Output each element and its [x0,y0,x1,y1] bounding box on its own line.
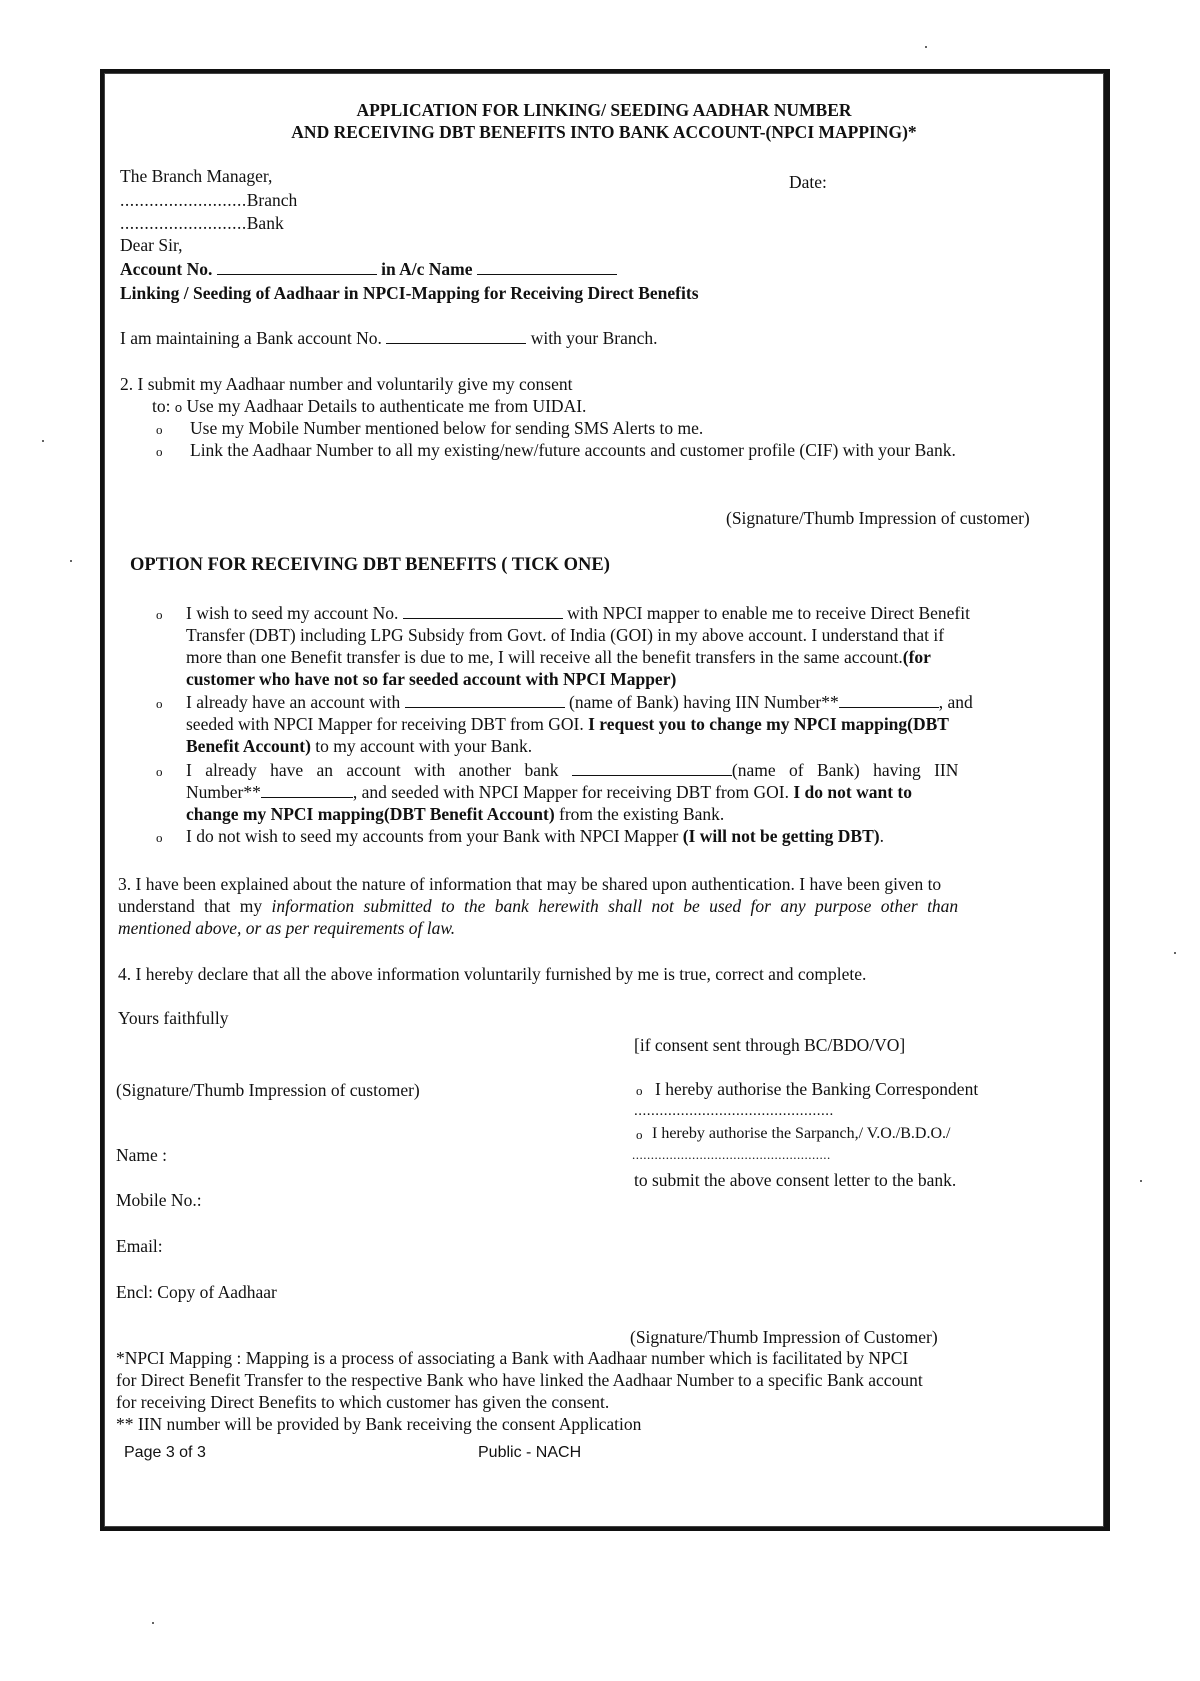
footnote-1-line2: for Direct Benefit Transfer to the respective Bank who have linked the Aadhaar Number to a specific Bank account [116,1370,923,1390]
bank-label: Bank [246,213,284,233]
para2-item-1-text: Use my Aadhaar Details to authenticate me from UIDAI. [186,396,587,416]
other-iin-number-field[interactable] [261,783,353,798]
page-number: Page 3 of 3 [124,1444,206,1461]
option-4-line [186,826,884,847]
option-3-text-a: I already have an account with another bank [186,760,559,780]
para2-to-label: to: [152,396,171,416]
option-2-text-c: , and [938,692,973,712]
bank-line [120,213,284,234]
signature-customer-2: (Signature/Thumb Impression of customer) [116,1080,420,1100]
authorise-bc-checkbox-icon[interactable]: o [636,1083,643,1098]
para1-before: I am maintaining a Bank account No. [120,328,382,348]
option-4-bold: (I will not be getting DBT) [682,826,880,846]
option-2-line3 [186,736,532,757]
option-3-line3-text: from the existing Bank. [559,804,725,824]
subject-line: Linking / Seeding of Aadhaar in NPCI-Mapping for Receiving Direct Benefits [120,283,699,303]
option-1-line3-text: more than one Benefit transfer is due to me, I will receive all the benefit transfers in the same account. [186,647,903,667]
signature-customer-3: (Signature/Thumb Impression of Customer) [630,1327,938,1347]
option-2-text-a: I already have an account with [186,692,401,712]
signature-customer-1: (Signature/Thumb Impression of customer) [726,508,1030,528]
para3-line2-italic: information submitted to the bank herewith shall not be used for any purpose other than [271,896,959,916]
form-title-line1: APPLICATION FOR LINKING/ SEEDING AADHAR NUMBER [356,100,852,120]
bank-name-field[interactable] [405,693,565,708]
para2-item-1 [152,396,586,418]
option-2-line1 [186,692,973,713]
authorise-end-text: to submit the above consent letter to the bank. [634,1170,957,1190]
authorise-bc-text: I hereby authorise the Banking Correspondent [655,1079,979,1099]
other-bank-name-field[interactable] [572,761,732,776]
branch-label: Branch [246,190,298,210]
option-3-line3 [186,804,724,825]
option-2-line3-text: to my account with your Bank. [315,736,533,756]
para3-line3: mentioned above, or as per requirements of law. [118,918,456,938]
yours-faithfully: Yours faithfully [118,1008,229,1028]
para4: 4. I hereby declare that all the above information voluntarily furnished by me is true, correct and complete. [118,964,867,984]
scan-speck [1174,952,1176,954]
account-no-field[interactable] [217,260,377,275]
account-no-label: Account No. [120,259,213,279]
salutation: Dear Sir, [120,235,183,255]
addressee: The Branch Manager, [120,166,273,186]
authorise-bc-dots[interactable]: ............................................... [634,1103,834,1119]
mobile-label: Mobile No.: [116,1190,202,1210]
para2-item-2: Use my Mobile Number mentioned below for sending SMS Alerts to me. [190,418,704,438]
consent-via-label: [if consent sent through BC/BDO/VO] [634,1035,906,1055]
para3-line1: 3. I have been explained about the nature of information that may be shared upon authentication. I have been given to [118,874,942,894]
option-heading: OPTION FOR RECEIVING DBT BENEFITS ( TICK ONE) [130,555,610,575]
ac-name-field[interactable] [477,260,617,275]
bank-dots: .......................... [120,213,247,233]
option-4-radio-icon[interactable]: o [156,830,163,845]
branch-line [120,190,297,211]
scan-speck [42,440,44,442]
form-title-line2: AND RECEIVING DBT BENEFITS INTO BANK ACCOUNT-(NPCI MAPPING)* [291,122,917,142]
option-3-line1 [186,760,958,781]
option-3-line2-text: , and seeded with NPCI Mapper for receiving DBT from GOI. [352,782,789,802]
para1-after: with your Branch. [530,328,658,348]
footnote-1-line1: *NPCI Mapping : Mapping is a process of associating a Bank with Aadhaar number which is facilitated by NPCI [116,1348,909,1368]
footnote-1-line3: for receiving Direct Benefits to which customer has given the consent. [116,1392,610,1412]
option-1-text-a: I wish to seed my account No. [186,603,399,623]
option-2-text-b: (name of Bank) having IIN Number** [569,692,839,712]
option-4-end: . [879,826,884,846]
bank-account-no-field[interactable] [386,329,526,344]
para3-line2-text: understand that my [118,896,263,916]
para2-intro: 2. I submit my Aadhaar number and voluntarily give my consent [120,374,573,394]
option-4-text: I do not wish to seed my accounts from your Bank with NPCI Mapper [186,826,679,846]
authorise-sarpanch-text: I hereby authorise the Sarpanch,/ V.O./B.D.O./ [652,1125,951,1142]
option-1-line4: customer who have not so far seeded account with NPCI Mapper) [186,669,677,689]
para3-line2 [118,896,958,917]
iin-number-field[interactable] [839,693,939,708]
option-3-line3-bold: change my NPCI mapping(DBT Benefit Account) [186,804,555,824]
branch-dots: .......................... [120,190,247,210]
option-1-line3 [186,647,931,668]
option-1-line1 [186,603,970,624]
seed-account-no-field[interactable] [403,604,563,619]
option-3-line2 [186,782,912,803]
para2-item-3: Link the Aadhaar Number to all my existing/new/future accounts and customer profile (CIF) with your Bank. [190,440,956,460]
enclosure: Encl: Copy of Aadhaar [116,1282,277,1302]
option-2-line2-bold: I request you to change my NPCI mapping(DBT [588,714,949,734]
option-3-line2-bold: I do not want to [793,782,912,802]
authorise-sarpanch-dots[interactable]: ..................................................... [632,1147,831,1162]
option-1-radio-icon[interactable]: o [156,607,163,622]
name-label: Name : [116,1145,168,1165]
classification-label: Public - NACH [478,1444,582,1461]
date-label: Date: [789,172,827,192]
option-1-line3-bold: (for [902,647,931,667]
option-1-line2: Transfer (DBT) including LPG Subsidy from Govt. of India (GOI) in my above account. I understand that if [186,625,945,645]
scan-speck [70,560,72,562]
option-2-line2-text: seeded with NPCI Mapper for receiving DBT from GOI. [186,714,584,734]
option-2-radio-icon[interactable]: o [156,696,163,711]
option-3-text-b: (name of Bank) having IIN [731,760,959,780]
scan-speck [152,1622,154,1624]
account-line [120,259,617,280]
option-2-line3-bold: Benefit Account) [186,736,311,756]
footnote-2: ** IIN number will be provided by Bank receiving the consent Application [116,1414,642,1434]
para1 [120,328,658,349]
scan-speck [925,46,927,48]
authorise-sarpanch-checkbox-icon[interactable]: o [636,1127,643,1142]
email-label: Email: [116,1236,163,1256]
option-3-radio-icon[interactable]: o [156,764,163,779]
consent-checkbox-icon[interactable]: o [156,444,163,459]
consent-checkbox-icon[interactable]: o [156,422,163,437]
option-2-line2 [186,714,949,735]
option-3-number-label: Number** [186,782,261,802]
option-1-text-b: with NPCI mapper to enable me to receive Direct Benefit [567,603,970,623]
ac-name-label: in A/c Name [381,259,473,279]
scan-speck [1140,1180,1142,1182]
consent-checkbox-icon[interactable]: o [174,400,183,415]
